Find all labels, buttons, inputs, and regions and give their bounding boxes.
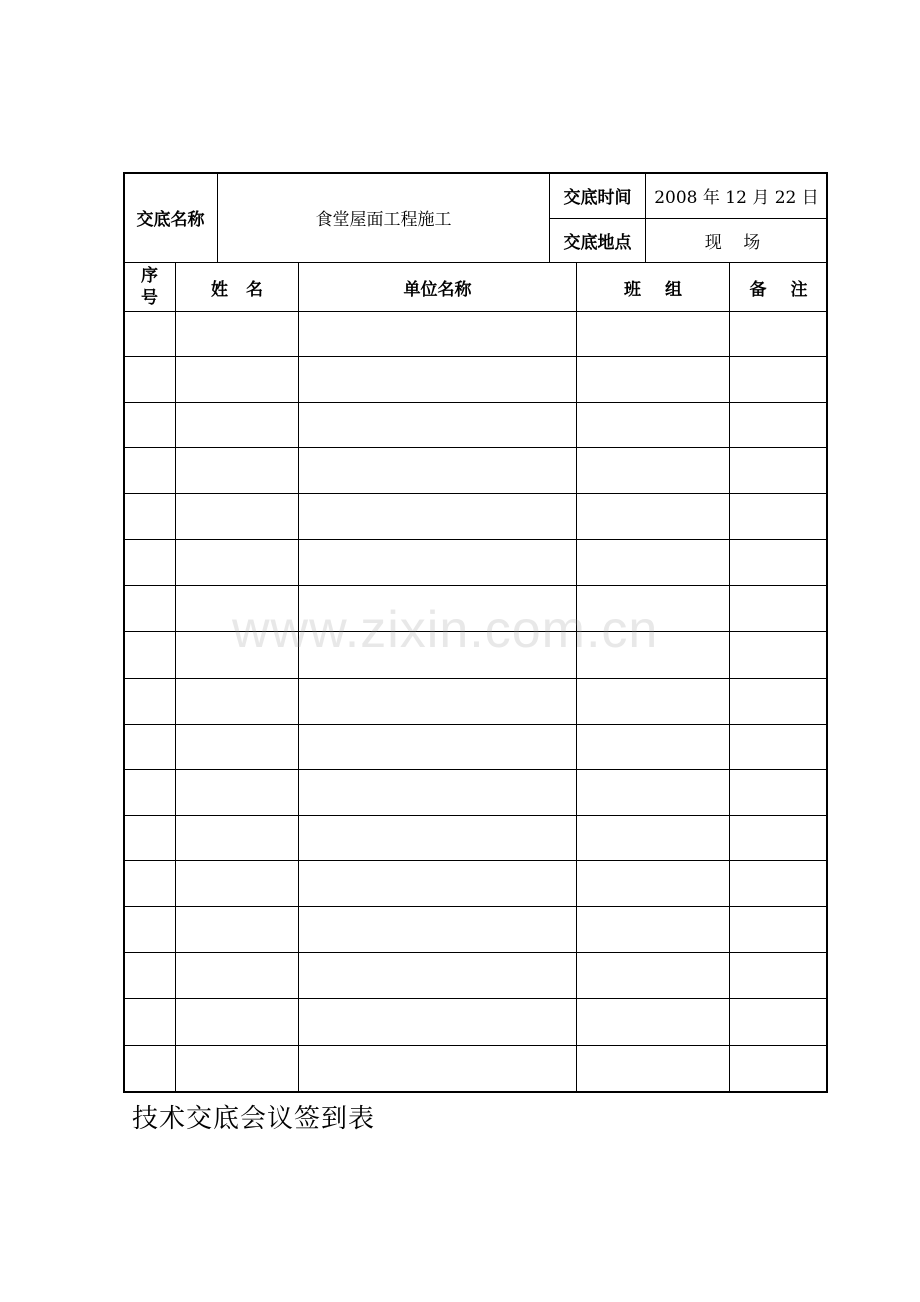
table-cell-seq — [124, 953, 175, 998]
table-cell-seq — [124, 312, 175, 356]
table-cell-note — [730, 861, 827, 906]
table-cell-name — [176, 586, 298, 631]
table-cell-name — [176, 770, 298, 815]
place-value: 现 场 — [704, 233, 769, 253]
table-cell-team — [577, 312, 729, 356]
table-cell-unit — [299, 953, 576, 998]
col-header-seq-line1: 序 — [141, 266, 158, 286]
table-cell-name — [176, 816, 298, 860]
col-header-seq — [124, 263, 175, 311]
table-cell-name — [176, 540, 298, 585]
table-cell-note — [730, 770, 827, 815]
table-cell-note — [730, 632, 827, 678]
time-value: 2008 年 12 月 22 日 — [654, 188, 819, 208]
table-cell-note — [730, 816, 827, 860]
table-cell-team — [577, 357, 729, 402]
table-cell-note — [730, 494, 827, 539]
col-header-unit: 单位名称 — [403, 279, 472, 300]
table-cell-note — [730, 999, 827, 1045]
table-cell-unit — [299, 403, 576, 447]
table-cell-name — [176, 725, 298, 769]
watermark: www.zixin.com.cn — [232, 601, 659, 659]
table-cell-team — [577, 953, 729, 998]
table-cell-seq — [124, 632, 175, 678]
table-cell-seq — [124, 679, 175, 724]
table-cell-team — [577, 999, 729, 1045]
table-cell-team — [577, 770, 729, 815]
table-cell-unit — [299, 312, 576, 356]
table-cell-note — [730, 586, 827, 631]
table-cell-unit — [299, 1046, 576, 1091]
table-cell-team — [577, 448, 729, 493]
table-cell-note — [730, 403, 827, 447]
table-cell-note — [730, 679, 827, 724]
table-cell-unit — [299, 816, 576, 860]
table-cell-seq — [124, 357, 175, 402]
col-header-team: 班 组 — [624, 279, 682, 300]
table-cell-unit — [299, 907, 576, 952]
table-cell-team — [577, 816, 729, 860]
table-cell-name — [176, 448, 298, 493]
table-cell-note — [730, 312, 827, 356]
table-cell-seq — [124, 1046, 175, 1091]
table-cell-seq — [124, 494, 175, 539]
table-cell-seq — [124, 403, 175, 447]
name-label: 交底名称 — [136, 210, 205, 230]
table-cell-unit — [299, 725, 576, 769]
table-cell-team — [577, 540, 729, 585]
table-cell-seq — [124, 725, 175, 769]
table-cell-note — [730, 448, 827, 493]
name-value: 食堂屋面工程施工 — [315, 210, 452, 230]
table-cell-name — [176, 403, 298, 447]
table-cell-seq — [124, 770, 175, 815]
table-cell-team — [577, 1046, 729, 1091]
table-cell-seq — [124, 999, 175, 1045]
table-cell-note — [730, 725, 827, 769]
table-cell-unit — [299, 586, 576, 631]
table-cell-team — [577, 494, 729, 539]
col-header-seq-line2: 号 — [141, 288, 158, 308]
table-cell-name — [176, 1046, 298, 1091]
table-cell-unit — [299, 448, 576, 493]
table-cell-unit — [299, 679, 576, 724]
table-cell-team — [577, 403, 729, 447]
place-label: 交底地点 — [563, 233, 632, 253]
table-cell-name — [176, 861, 298, 906]
table-cell-note — [730, 357, 827, 402]
table-cell-team — [577, 632, 729, 678]
table-cell-name — [176, 312, 298, 356]
table-cell-seq — [124, 861, 175, 906]
table-cell-name — [176, 357, 298, 402]
table-cell-seq — [124, 586, 175, 631]
table-cell-unit — [299, 494, 576, 539]
table-cell-name — [176, 679, 298, 724]
table-cell-note — [730, 953, 827, 998]
table-cell-unit — [299, 357, 576, 402]
table-cell-seq — [124, 448, 175, 493]
table-cell-team — [577, 861, 729, 906]
table-cell-unit — [299, 770, 576, 815]
time-label: 交底时间 — [563, 188, 632, 208]
table-cell-name — [176, 907, 298, 952]
col-header-name: 姓 名 — [211, 279, 263, 300]
table-cell-name — [176, 494, 298, 539]
table-cell-team — [577, 907, 729, 952]
table-cell-name — [176, 632, 298, 678]
table-cell-name — [176, 999, 298, 1045]
document-title: 技术交底会议签到表 — [132, 1104, 376, 1134]
table-cell-team — [577, 679, 729, 724]
table-cell-unit — [299, 999, 576, 1045]
table-cell-team — [577, 725, 729, 769]
table-cell-unit — [299, 540, 576, 585]
table-cell-note — [730, 1046, 827, 1091]
table-cell-seq — [124, 540, 175, 585]
table-cell-seq — [124, 907, 175, 952]
table-cell-note — [730, 907, 827, 952]
col-header-note: 备 注 — [749, 279, 808, 300]
table-cell-seq — [124, 816, 175, 860]
table-cell-unit — [299, 632, 576, 678]
table-cell-unit — [299, 861, 576, 906]
table-cell-team — [577, 586, 729, 631]
table-cell-note — [730, 540, 827, 585]
table-cell-name — [176, 953, 298, 998]
